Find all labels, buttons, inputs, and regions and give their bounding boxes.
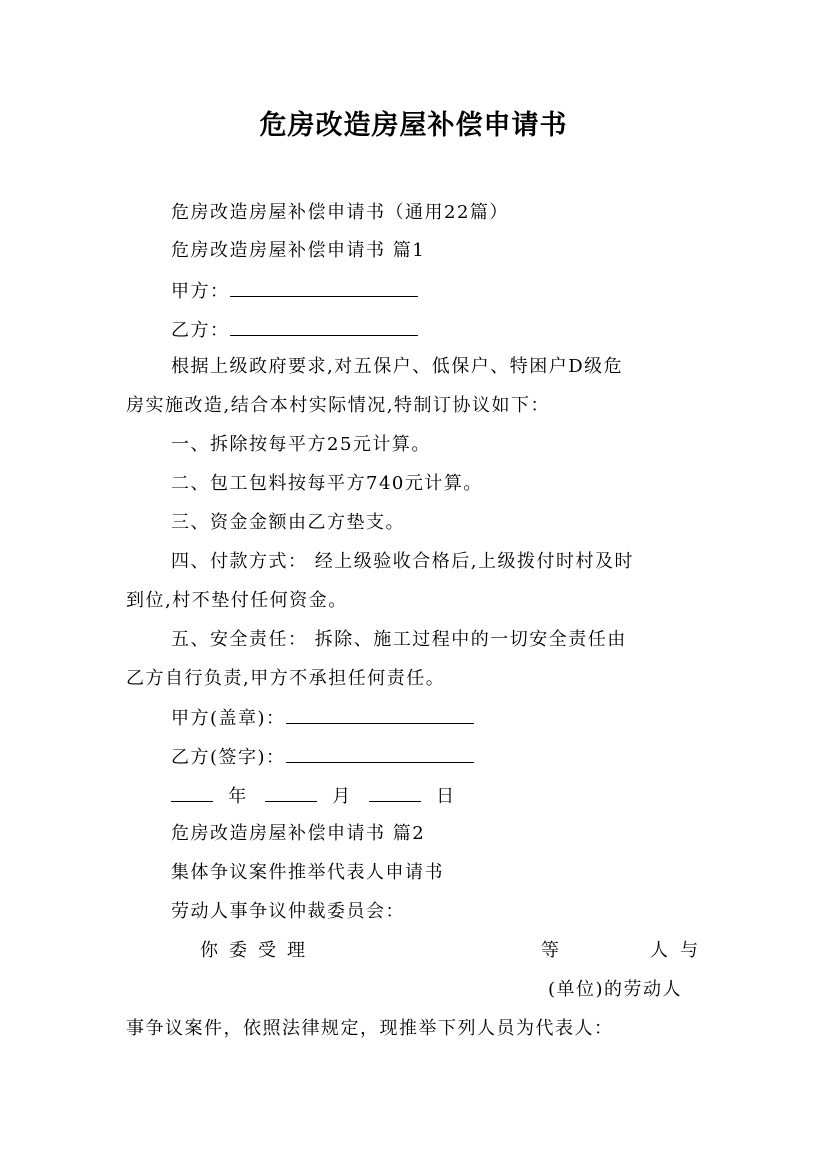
party-b-line bbox=[171, 317, 751, 343]
part2-addressee: 劳动人事争议仲裁委员会： bbox=[171, 901, 405, 922]
item-4-line-1 bbox=[171, 550, 701, 574]
paragraph-1-line-2: 房实施改造,结合本村实际情况,特制订协议如下： bbox=[126, 395, 550, 416]
month-label: 月 bbox=[332, 786, 352, 807]
item-4-line-2: 到位,村不垫付任何资金。 bbox=[126, 590, 348, 611]
party-b-label: 乙方： bbox=[171, 320, 230, 341]
sign-b-label: 乙方(签字)： bbox=[171, 747, 286, 768]
part1-heading: 危房改造房屋补偿申请书 篇1 bbox=[171, 240, 426, 261]
subtitle: 危房改造房屋补偿申请书（通用22篇） bbox=[171, 202, 509, 223]
part2-body-3: 人与 bbox=[650, 940, 710, 961]
day-label: 日 bbox=[436, 786, 456, 807]
date-line bbox=[171, 783, 751, 809]
item-1: 一、拆除按每平方25元计算。 bbox=[171, 434, 431, 455]
year-label: 年 bbox=[228, 786, 248, 807]
item-5-line-1 bbox=[171, 628, 701, 652]
item-2: 二、包工包料按每平方740元计算。 bbox=[171, 473, 483, 494]
item-4-text-1: 四、付款方式： 经上级验收合格后,上级拨付时村及时 bbox=[171, 551, 634, 572]
item-5-line-2: 乙方自行负责,甲方不承担任何责任。 bbox=[126, 668, 446, 689]
paragraph-1-text-1: 根据上级政府要求,对五保户、低保户、特困户D级危 bbox=[171, 356, 624, 377]
sign-a-blank bbox=[286, 705, 474, 724]
sign-b-blank bbox=[286, 744, 474, 763]
part2-subtitle: 集体争议案件推举代表人申请书 bbox=[171, 862, 444, 883]
part2-body-2: 等 bbox=[541, 940, 561, 961]
part2-body-4: (单位)的劳动人 bbox=[548, 979, 683, 1000]
sign-b-line bbox=[171, 744, 751, 770]
year-blank bbox=[171, 783, 213, 802]
part2-body-1: 你委受理 bbox=[200, 940, 316, 961]
item-3: 三、资金金额由乙方垫支。 bbox=[171, 512, 405, 533]
sign-a-label: 甲方(盖章)： bbox=[171, 708, 286, 729]
paragraph-1-line-1 bbox=[171, 355, 701, 379]
party-a-blank bbox=[230, 278, 418, 297]
part2-body-5: 事争议案件，依照法律规定，现推举下列人员为代表人： bbox=[126, 1018, 614, 1039]
party-a-line bbox=[171, 278, 751, 304]
item-5-text-1: 五、安全责任： 拆除、施工过程中的一切安全责任由 bbox=[171, 629, 627, 650]
month-blank bbox=[265, 783, 317, 802]
part2-heading: 危房改造房屋补偿申请书 篇2 bbox=[171, 823, 426, 844]
day-blank bbox=[369, 783, 421, 802]
party-b-blank bbox=[230, 317, 418, 336]
document-title: 危房改造房屋补偿申请书 bbox=[259, 110, 568, 141]
party-a-label: 甲方： bbox=[171, 281, 230, 302]
sign-a-line bbox=[171, 705, 751, 731]
